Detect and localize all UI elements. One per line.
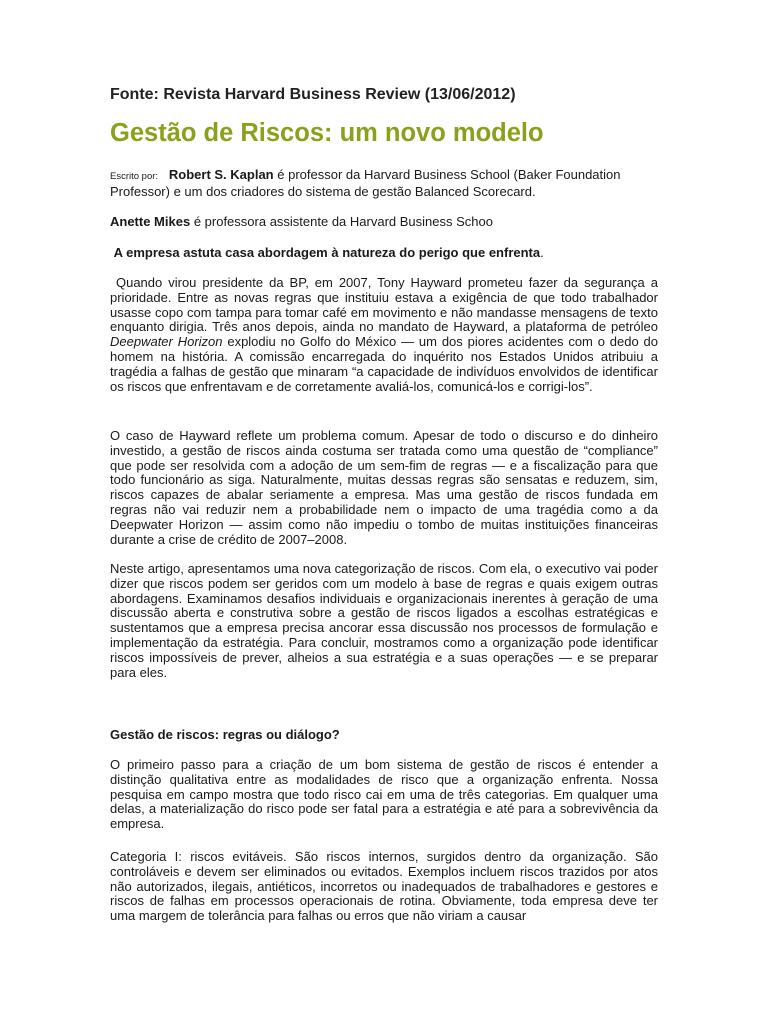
article-title: Gestão de Riscos: um novo modelo (110, 119, 544, 147)
paragraph-1-italic: Deepwater Horizon (110, 334, 223, 350)
byline-prefix: Escrito por: (110, 171, 159, 182)
paragraph-5: Categoria I: riscos evitáveis. São riscos internos, surgidos dentro da organização. São controláveis e devem ser eliminados ou evitados. Exemplos incluem riscos trazidos por atos não autorizados, ilegais, antiéticos, incorretos ou inadequados de trabalhadores e gestores e riscos de falhas em processos operacionais de rotina. Obviamente, toda empresa deve ter uma margem de tolerância para falhas ou erros que não viriam a causar (110, 849, 658, 924)
paragraph-4: O primeiro passo para a criação de um bom sistema de gestão de riscos é entender a distinção qualitativa entre as modalidades de risco que a organização enfrenta. Nossa pesquisa em campo mostra que todo risco cai em uma de três categorias. Em qualquer uma delas, a materialização do risco pode ser fatal para a estratégia e até para a sobrevivência da empresa. (110, 757, 658, 832)
section-heading: Gestão de riscos: regras ou diálogo? (110, 727, 340, 742)
author1-description: é professor da Harvard Business School (Baker Foundation Professor) e um dos criadores do sistema de gestão Balanced Scorecard. (110, 167, 621, 199)
lead-sentence (110, 245, 544, 260)
paragraph-1-part-a: Quando virou presidente da BP, em 2007, Tony Hayward prometeu fazer da segurança a prioridade. Entre as novas regras que instituiu estava a exigência de que todo trabalhador usasse copo com tampa para tomar café em movimento e não mandasse mensagens de texto enquanto dirigia. Três anos depois, ainda no mandato de Hayward, a plataforma de petróleo (110, 275, 658, 335)
paragraph-3: Neste artigo, apresentamos uma nova categorização de riscos. Com ela, o executivo vai poder dizer que riscos podem ser geridos com um modelo à base de regras e quais exigem outras abordagens. Examinamos desafios individuais e organizacionais inerentes à geração de uma discussão aberta e construtiva sobre a gestão de riscos ligados a escolhas estratégicas e sustentamos que a empresa precisa ancorar essa discussão nos processos de formulação e implementação da estratégia. Para concluir, mostramos como a organização pode identificar riscos impossíveis de prever, alheios a sua estratégia e a suas operações — e se preparar para eles. (110, 561, 658, 680)
source-line: Fonte: Revista Harvard Business Review (13/06/2012) (110, 86, 516, 103)
lead-end: . (540, 245, 544, 260)
author2-name: Anette Mikes (110, 214, 191, 229)
lead-bold: A empresa astuta casa abordagem à natureza do perigo que enfrenta (113, 245, 541, 260)
paragraph-1-part-b: explodiu no Golfo do México — um dos piores acidentes com o dedo do homem na história. A comissão encarregada do inquérito nos Estados Unidos atribuiu a tragédia a falhas de gestão que minaram “a capacidade de indivíduos envolvidos de identificar os riscos que enfrentavam e de corretamente avaliá-los, comunicá-los e corrigi-los”. (110, 334, 658, 394)
paragraph-2: O caso de Hayward reflete um problema comum. Apesar de todo o discurso e do dinheiro investido, a gestão de riscos ainda costuma ser tratada como uma questão de “compliance” que pode ser resolvida com a adoção de um sem-fim de regras — e a fiscalização para que todo funcionário as siga. Naturalmente, muitas dessas regras são sensatas e reduzem, sim, riscos capazes de abalar seriamente a empresa. Mas uma gestão de riscos fundada em regras não vai reduzir nem a probabilidade nem o impacto de uma tragédia como a da Deepwater Horizon — assim como não impediu o tombo de muitas instituições financeiras durante a crise de crédito de 2007–2008. (110, 428, 658, 547)
author2-line (110, 214, 493, 229)
author2-description: é professora assistente da Harvard Business Schoo (190, 214, 493, 229)
paragraph-1 (110, 276, 658, 394)
author1-name: Robert S. Kaplan (168, 167, 274, 182)
byline (110, 167, 658, 199)
